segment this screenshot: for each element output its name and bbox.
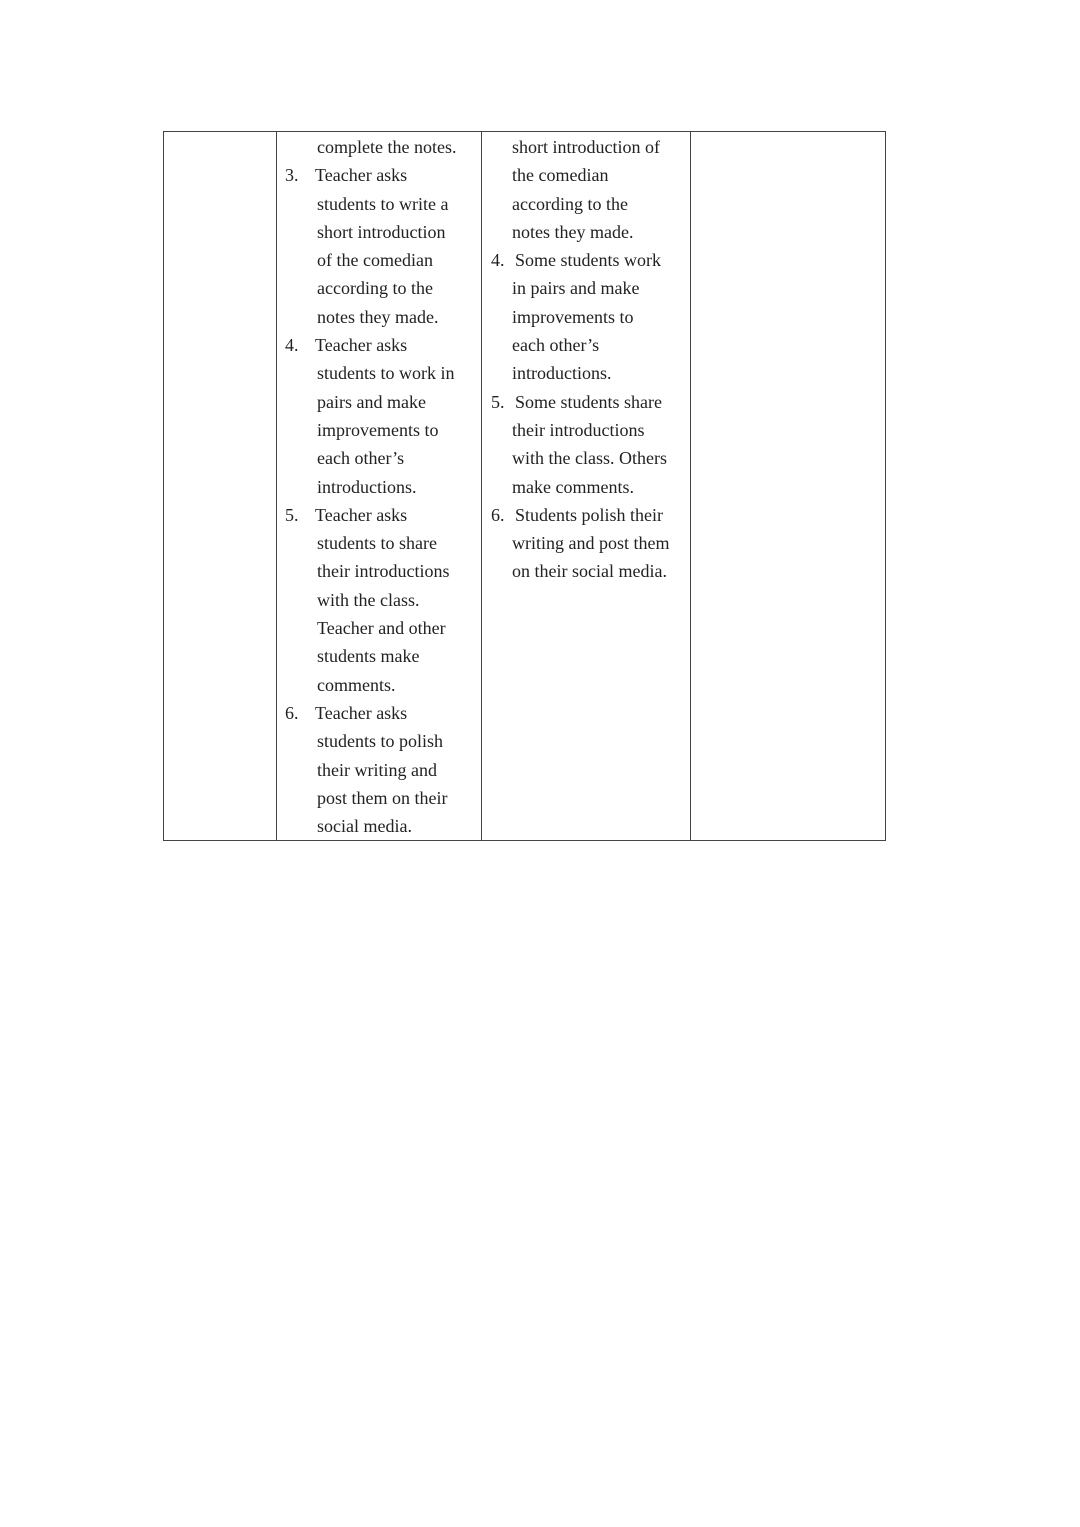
text-line: notes they made.	[317, 306, 439, 327]
list-number: 5.	[491, 391, 505, 412]
text-line: make comments.	[512, 476, 634, 497]
text-line: Teacher asks	[315, 504, 408, 525]
text-line: short introduction of	[512, 137, 660, 157]
list-number: 4.	[285, 335, 299, 356]
teacher-activities-list	[277, 132, 481, 840]
text-line: comments.	[317, 674, 396, 695]
text-line: with the class. Others	[512, 448, 667, 469]
text-line: students to polish	[317, 731, 444, 752]
text-line: introductions.	[317, 476, 417, 497]
list-item	[482, 388, 690, 501]
text-line: Students polish their	[515, 504, 663, 525]
list-number: 3.	[285, 165, 299, 186]
text-line: according to the	[317, 278, 433, 299]
text-line: on their social media.	[512, 561, 667, 582]
text-line: students to work in	[317, 363, 455, 384]
text-line: Teacher asks	[315, 165, 408, 186]
text-line: of the comedian	[317, 250, 433, 271]
table-row	[164, 132, 886, 841]
list-number: 4.	[491, 250, 505, 271]
list-number: 6.	[285, 702, 299, 723]
text-line: improvements to	[512, 306, 634, 327]
text-line: each other’s	[512, 335, 600, 356]
text-line: each other’s	[317, 448, 405, 469]
text-line: students to write a	[317, 193, 449, 214]
text-line: introductions.	[512, 363, 612, 384]
text-line: Teacher asks	[315, 335, 408, 356]
text-line: according to the	[512, 193, 628, 214]
table-cell-col1	[164, 132, 277, 841]
text-line: the comedian	[512, 165, 609, 186]
lesson-plan-table	[163, 131, 886, 841]
col1-text	[164, 132, 276, 133]
list-item	[277, 331, 481, 501]
text-line: Some students work	[515, 250, 661, 271]
text-line: improvements to	[317, 419, 439, 440]
text-line: their introductions	[317, 561, 450, 582]
text-line: notes they made.	[512, 221, 634, 242]
text-line: writing and post them	[512, 533, 670, 554]
table-cell-student-activities	[482, 132, 691, 841]
continued-text	[277, 133, 481, 161]
text-line: Teacher and other	[317, 618, 446, 639]
text-line: short introduction	[317, 221, 446, 242]
list-number: 6.	[491, 504, 505, 525]
text-line: Some students share	[515, 391, 662, 412]
col4-text	[691, 132, 885, 133]
list-item	[277, 501, 481, 699]
list-item	[277, 699, 481, 840]
text-line: students make	[317, 646, 420, 667]
text-line: their writing and	[317, 759, 437, 780]
student-activities-list	[482, 132, 690, 586]
text-line: with the class.	[317, 589, 420, 610]
list-number: 5.	[285, 504, 299, 525]
list-item	[277, 161, 481, 331]
list-item	[482, 501, 690, 586]
text-line: social media.	[317, 816, 412, 837]
text-line: their introductions	[512, 419, 645, 440]
text-line: post them on their	[317, 787, 448, 808]
text-line: pairs and make	[317, 391, 426, 412]
text-line: Teacher asks	[315, 702, 408, 723]
table-cell-col4	[691, 132, 886, 841]
text-line: in pairs and make	[512, 278, 640, 299]
continued-text	[482, 133, 690, 246]
text-line: complete the notes.	[317, 137, 457, 157]
list-item	[482, 246, 690, 387]
table-cell-teacher-activities	[277, 132, 482, 841]
text-line: students to share	[317, 533, 437, 554]
